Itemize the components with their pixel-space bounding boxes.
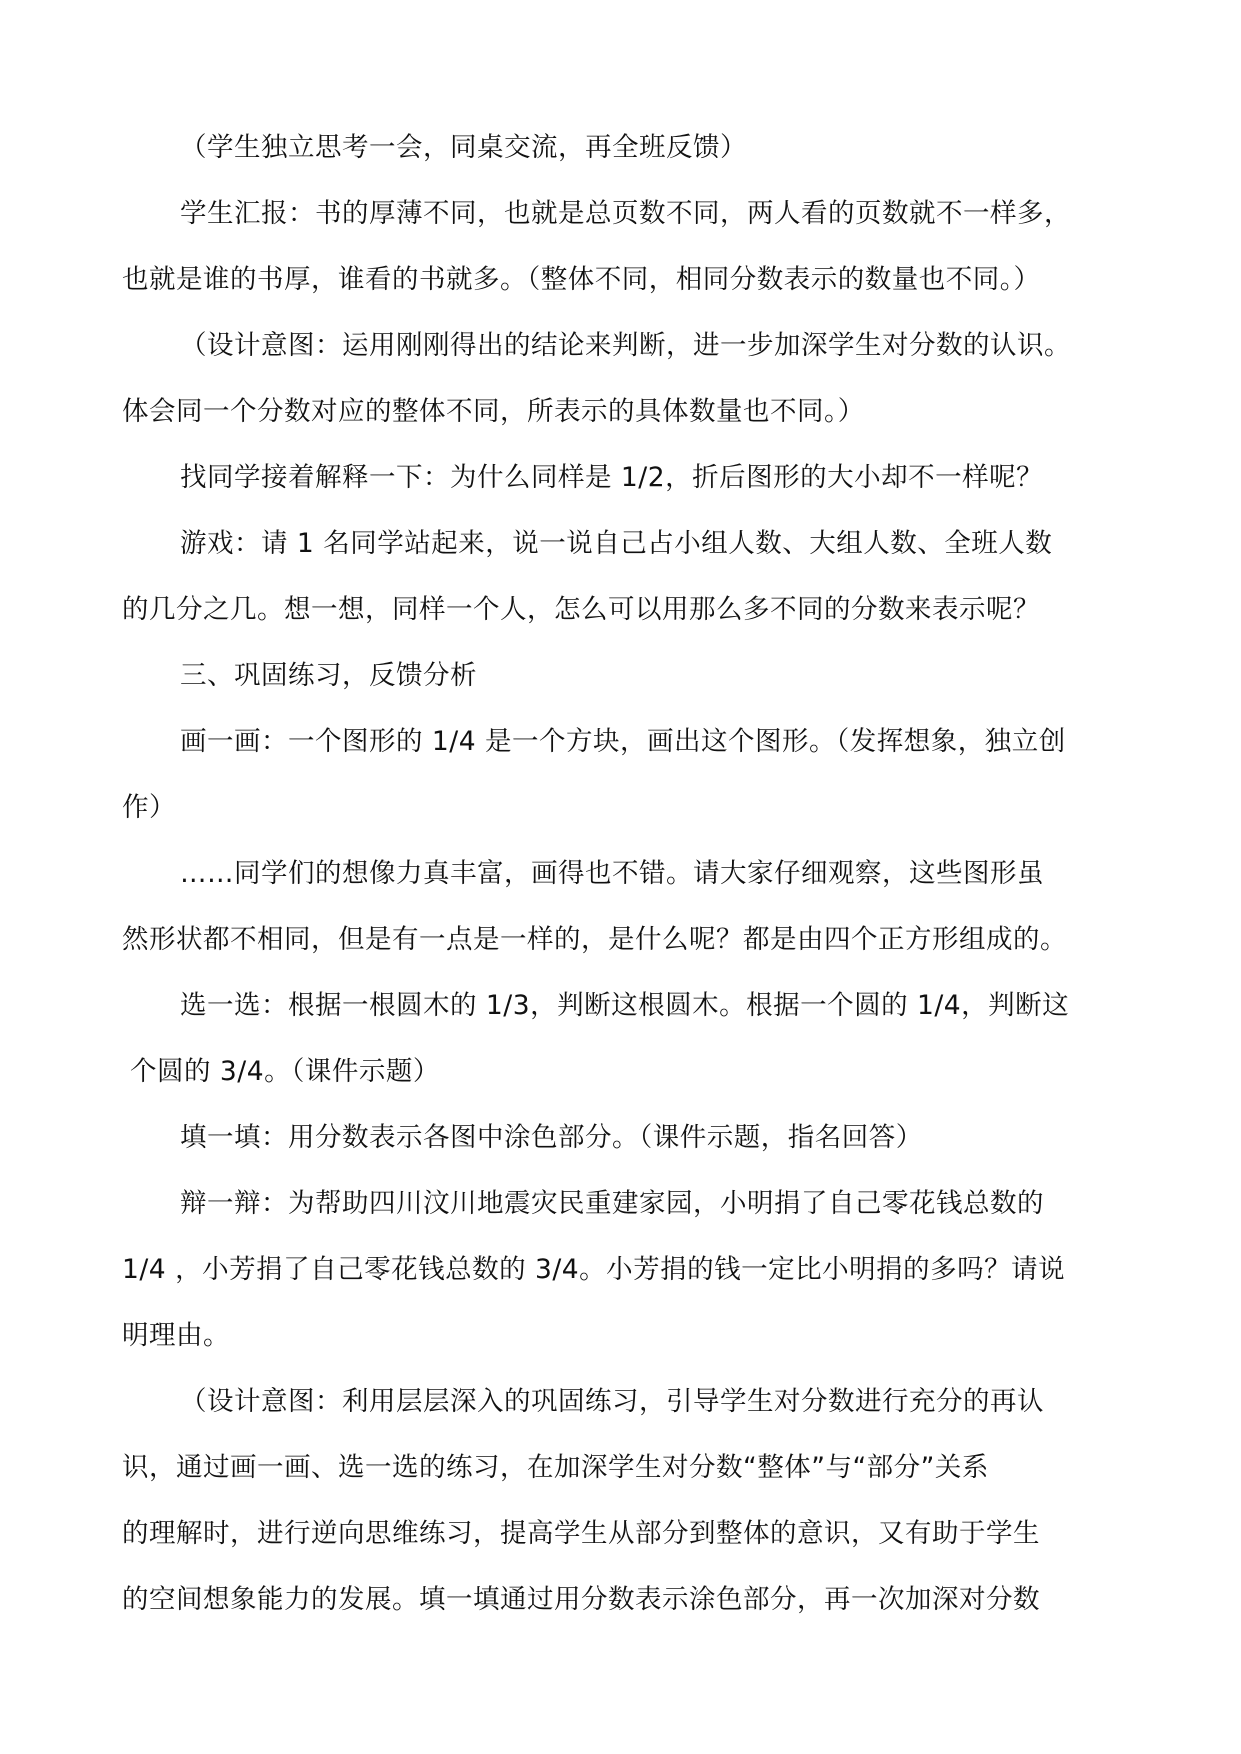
text-line: 游戏：请 1 名同学站起来，说一说自己占小组人数、大组人数、全班人数: [180, 528, 1053, 559]
text-line: 画一画：一个图形的 1/4 是一个方块，画出这个图形。（发挥想象，独立创: [180, 726, 1066, 757]
text-line: 明理由。: [122, 1320, 230, 1351]
text-line: 找同学接着解释一下：为什么同样是 1/2，折后图形的大小却不一样呢？: [180, 462, 1044, 493]
text-line: （学生独立思考一会，同桌交流，再全班反馈）: [180, 132, 747, 163]
text-line: 体会同一个分数对应的整体不同，所表示的具体数量也不同。）: [122, 396, 865, 427]
text-line: 也就是谁的书厚，谁看的书就多。（整体不同，相同分数表示的数量也不同。）: [122, 264, 1041, 295]
text-line: 学生汇报：书的厚薄不同，也就是总页数不同，两人看的页数就不一样多，: [180, 198, 1071, 229]
section-heading: 三、巩固练习，反馈分析: [180, 660, 477, 691]
text-line: （设计意图：运用刚刚得出的结论来判断，进一步加深学生对分数的认识。: [180, 330, 1071, 361]
text-line: 个圆的 3/4。（课件示题）: [130, 1056, 440, 1087]
text-line: 选一选：根据一根圆木的 1/3，判断这根圆木。根据一个圆的 1/4，判断这: [180, 990, 1070, 1021]
text-line: 填一填：用分数表示各图中涂色部分。（课件示题，指名回答）: [180, 1122, 923, 1153]
text-line: 的几分之几。想一想，同样一个人，怎么可以用那么多不同的分数来表示呢？: [122, 594, 1040, 625]
text-line: （设计意图：利用层层深入的巩固练习，引导学生对分数进行充分的再认: [180, 1386, 1044, 1417]
text-line: 作）: [122, 792, 176, 823]
text-line: 的理解时，进行逆向思维练习，提高学生从部分到整体的意识，又有助于学生: [122, 1518, 1040, 1549]
text-line: 1/4 ，小芳捐了自己零花钱总数的 3/4。小芳捐的钱一定比小明捐的多吗？请说: [122, 1254, 1066, 1285]
text-line: 辩一辩：为帮助四川汶川地震灾民重建家园，小明捐了自己零花钱总数的: [180, 1188, 1044, 1219]
text-line: 识，通过画一画、选一选的练习，在加深学生对分数“整体”与“部分”关系: [122, 1452, 989, 1483]
text-line: 的空间想象能力的发展。填一填通过用分数表示涂色部分，再一次加深对分数: [122, 1584, 1040, 1615]
text-line: 然形状都不相同，但是有一点是一样的，是什么呢？都是由四个正方形组成的。: [122, 924, 1067, 955]
text-line: ……同学们的想像力真丰富，画得也不错。请大家仔细观察，这些图形虽: [180, 858, 1044, 889]
